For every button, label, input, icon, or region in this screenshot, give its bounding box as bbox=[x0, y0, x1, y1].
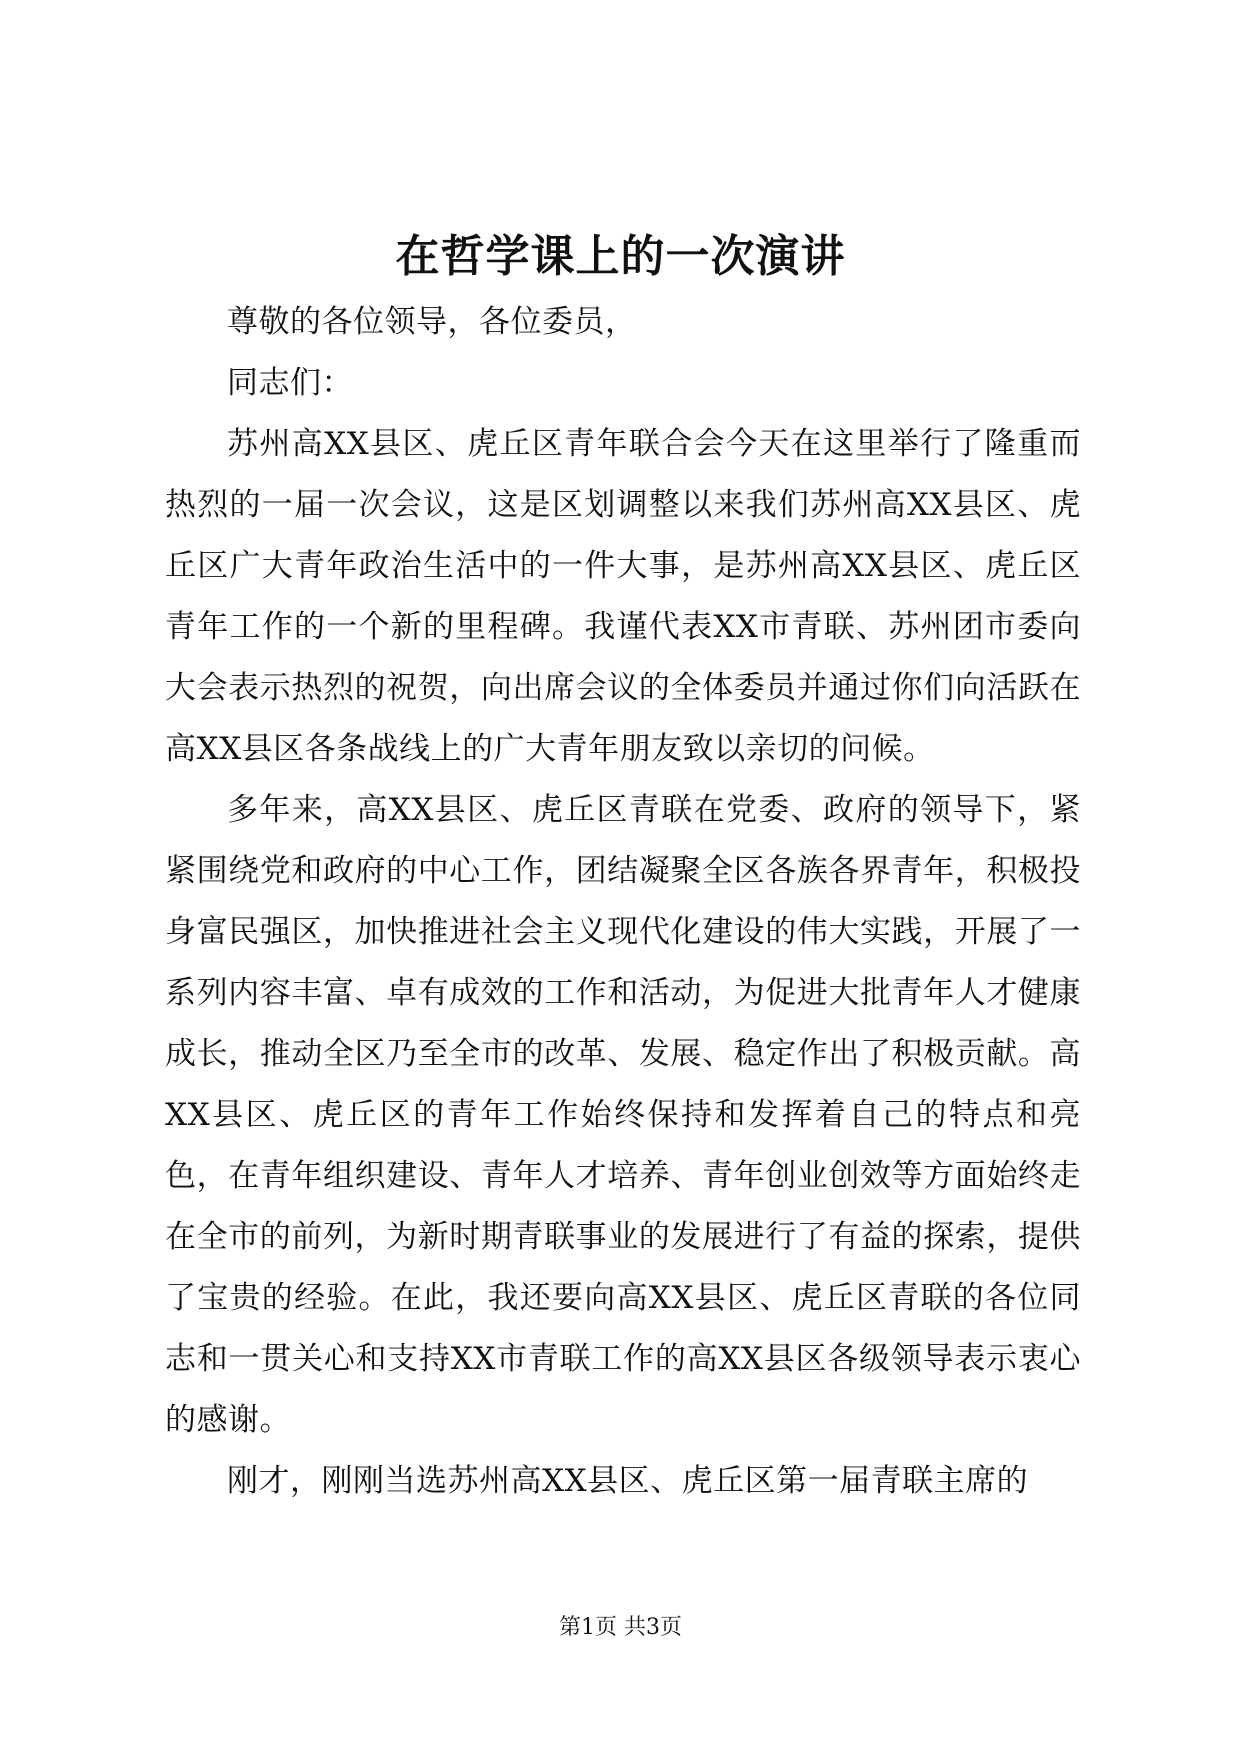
document-body bbox=[165, 292, 1081, 1512]
paragraph-opening: 苏州高XX县区、虎丘区青年联合会今天在这里举行了隆重而热烈的一届一次会议，这是区划调整以来我们苏州高XX县区、虎丘区广大青年政治生活中的一件大事，是苏州高XX县区、虎丘区青年工作的一个新的里程碑。我谨代表XX市青联、苏州团市委向大会表示热烈的祝贺，向出席会议的全体委员并通过你们向活跃在高XX县区各条战线上的广大青年朋友致以亲切的问候。 bbox=[165, 426, 1081, 767]
paragraph-continuation: 刚才，刚刚当选苏州高XX县区、虎丘区第一届青联主席的 bbox=[227, 1463, 1029, 1499]
document-title: 在哲学课上的一次演讲 bbox=[395, 231, 846, 282]
paragraph-greeting: 同志们： bbox=[227, 365, 353, 401]
paragraph-achievements: 多年来，高XX县区、虎丘区青联在党委、政府的领导下，紧紧围绕党和政府的中心工作，团结凝聚全区各族各界青年，积极投身富民强区，加快推进社会主义现代化建设的伟大实践，开展了一系列内容丰富、卓有成效的工作和活动，为促进大批青年人才健康成长，推动全区乃至全市的改革、发展、稳定作出了积极贡献。高XX县区、虎丘区的青年工作始终保持和发挥着自己的特点和亮色，在青年组织建设、青年人才培养、青年创业创效等方面始终走在全市的前列，为新时期青联事业的发展进行了有益的探索，提供了宝贵的经验。在此，我还要向高XX县区、虎丘区青联的各位同志和一贯关心和支持XX市青联工作的高XX县区各级领导表示衷心的感谢。 bbox=[165, 792, 1081, 1438]
page-number-footer: 第1页 共3页 bbox=[559, 1615, 682, 1640]
paragraph-salutation: 尊敬的各位领导，各位委员， bbox=[227, 304, 637, 340]
